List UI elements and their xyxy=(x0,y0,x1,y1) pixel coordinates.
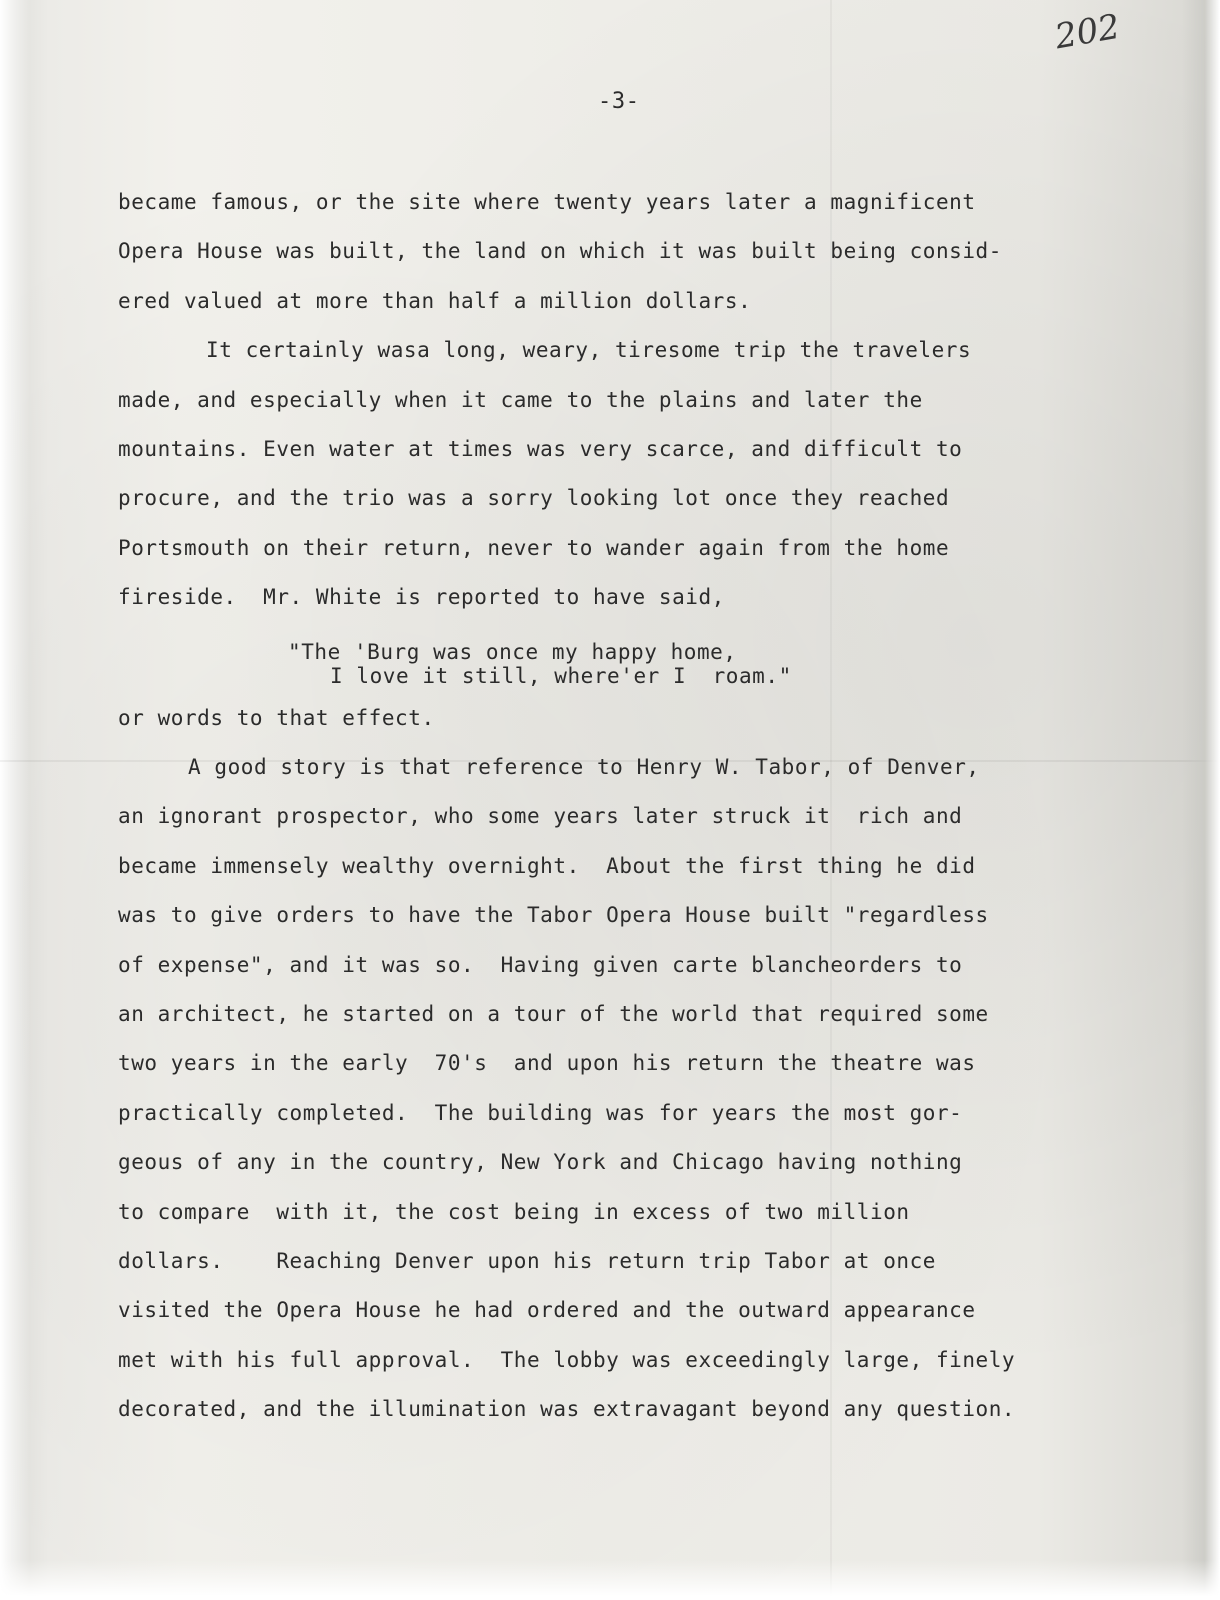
text-line: became immensely wealthy overnight. About the first thing he did xyxy=(118,853,976,878)
handwritten-archive-number: 202 xyxy=(1052,6,1123,58)
text-line: mountains. Even water at times was very scarce, and difficult to xyxy=(118,436,963,461)
after-verse-text xyxy=(118,703,1118,752)
text-line: to compare with it, the cost being in excess of two million xyxy=(118,1199,910,1224)
text-line: or words to that effect. xyxy=(118,706,435,730)
text-line: two years in the early 70's and upon his return the theatre was xyxy=(118,1051,976,1076)
torn-right-edge xyxy=(1182,0,1220,1600)
text-line: visited the Opera House he had ordered and the outward appearance xyxy=(118,1298,976,1323)
quoted-verse xyxy=(288,640,792,688)
text-line: A good story is that reference to Henry W. Tabor, of Denver, xyxy=(188,755,980,779)
text-line: Portsmouth on their return, never to wander again from the home xyxy=(118,535,950,560)
text-line: Opera House was built, the land on which it was built being consid- xyxy=(118,239,1002,264)
text-line: an ignorant prospector, who some years later struck it rich and xyxy=(118,804,963,829)
text-line: met with his full approval. The lobby was exceedingly large, finely xyxy=(118,1347,1016,1372)
text-line: decorated, and the illumination was extravagant beyond any question. xyxy=(118,1397,1016,1422)
text-line: made, and especially when it came to the plains and later the xyxy=(118,387,923,412)
verse-line: "The 'Burg was once my happy home, xyxy=(288,640,737,664)
text-line: ered valued at more than half a million dollars. xyxy=(118,288,752,313)
text-line: It certainly wasa long, weary, tiresome trip the travelers xyxy=(206,338,972,363)
tabor-story-paragraph xyxy=(118,752,1118,1443)
text-line: dollars. Reaching Denver upon his return trip Tabor at once xyxy=(118,1248,936,1273)
text-line: an architect, he started on a tour of the world that required some xyxy=(118,1001,989,1026)
paper-bottom-edge xyxy=(0,1560,1220,1600)
paper-left-edge xyxy=(0,0,30,1600)
text-line: fireside. Mr. White is reported to have said, xyxy=(118,585,725,610)
text-line: became famous, or the site where twenty years later a magnificent xyxy=(118,190,976,214)
text-line: was to give orders to have the Tabor Opera House built "regardless xyxy=(118,903,989,928)
text-line: geous of any in the country, New York and Chicago having nothing xyxy=(118,1150,963,1175)
text-line: practically completed. The building was for years the most gor- xyxy=(118,1100,963,1125)
verse-line: I love it still, where'er I roam." xyxy=(330,664,792,688)
body-paragraphs-top xyxy=(118,187,1118,632)
page-number: -3- xyxy=(598,89,640,114)
text-line: of expense", and it was so. Having given carte blancheorders to xyxy=(118,952,963,977)
text-line: procure, and the trio was a sorry looking lot once they reached xyxy=(118,486,950,511)
